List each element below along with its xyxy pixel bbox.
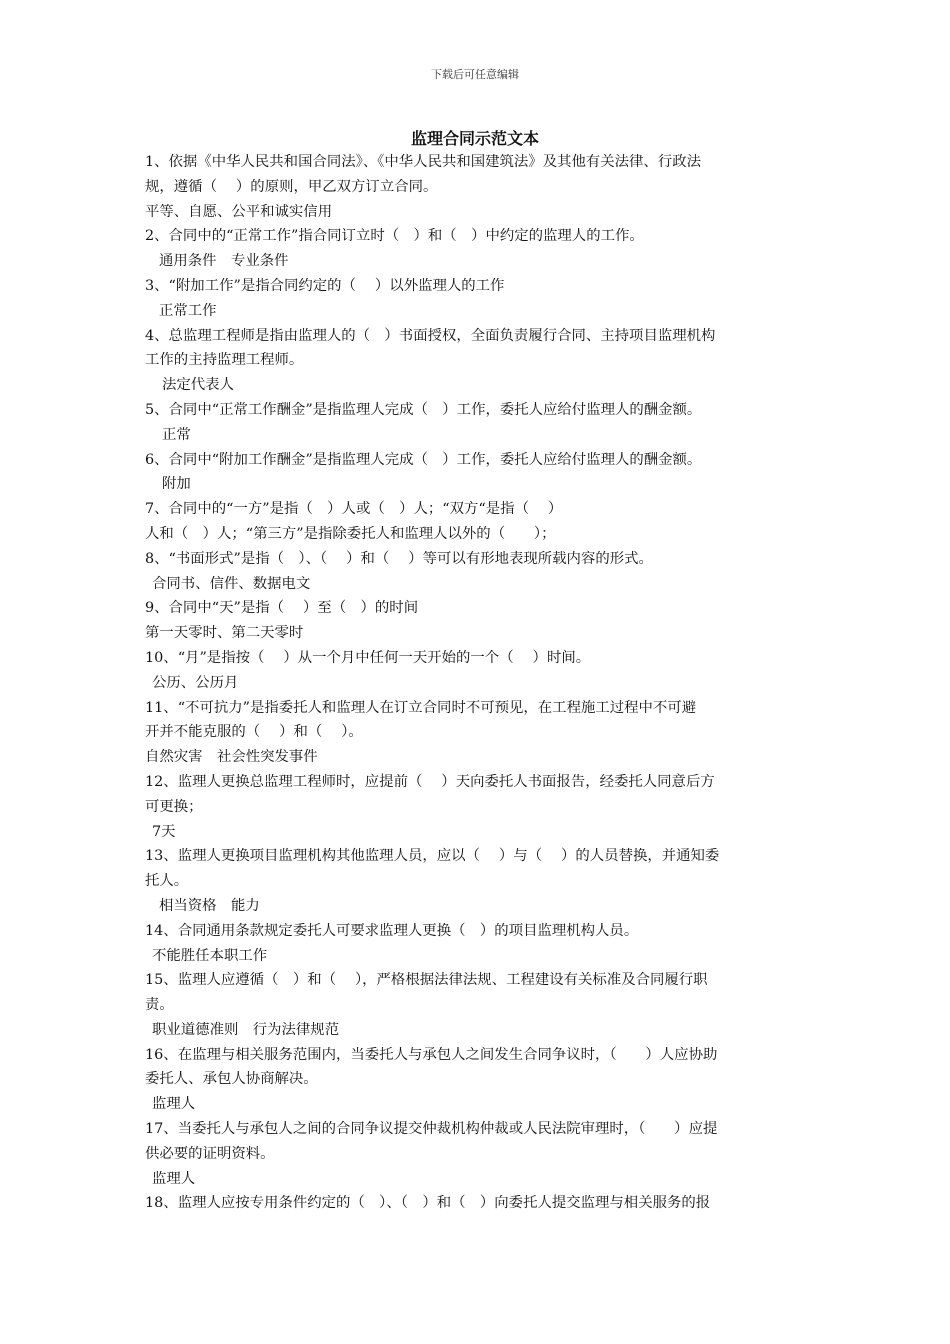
question-line: 开并不能克服的（ ）和（ ）。 (145, 724, 363, 741)
question-line: 9、合同中“天”是指（ ）至（ ）的时间 (145, 600, 419, 617)
answer-line: 附加 (162, 476, 191, 493)
question-line: 工作的主持监理工程师。 (145, 352, 304, 369)
answer-line: 相当资格 能力 (159, 897, 260, 914)
question-line: 3、“附加工作”是指合同约定的（ ）以外监理人的工作 (145, 277, 505, 294)
question-line: 16、在监理与相关服务范围内，当委托人与承包人之间发生合同争议时，（ ）人应协助 (145, 1046, 718, 1063)
header-note: 下载后可任意编辑 (431, 68, 519, 81)
question-line: 15、监理人应遵循（ ）和（ ），严格根据法律法规、工程建设有关标准及合同履行职 (145, 972, 708, 989)
answer-line: 第一天零时、第二天零时 (145, 625, 304, 642)
question-line: 11、“不可抗力”是指委托人和监理人在订立合同时不可预见，在工程施工过程中不可避 (145, 699, 697, 716)
question-line: 5、合同中“正常工作酬金”是指监理人完成（ ）工作，委托人应给付监理人的酬金额。 (145, 401, 702, 418)
question-line: 4、总监理工程师是指由监理人的（ ）书面授权，全面负责履行合同、主持项目监理机构 (145, 327, 716, 344)
question-line: 人和（ ）人；“第三方”是指除委托人和监理人以外的（ ）； (145, 525, 556, 542)
question-line: 可更换； (145, 798, 203, 815)
answer-line: 公历、公历月 (152, 674, 239, 691)
document-body (145, 150, 810, 1216)
question-line: 委托人、承包人协商解决。 (145, 1071, 318, 1088)
answer-line: 平等、自愿、公平和诚实信用 (145, 203, 333, 220)
document-title: 监理合同示范文本 (410, 129, 539, 148)
question-line: 托人。 (145, 873, 189, 890)
question-line: 规，遵循（ ）的原则，甲乙双方订立合同。 (145, 178, 438, 195)
answer-line: 自然灾害 社会性突发事件 (145, 749, 318, 766)
answer-line: 法定代表人 (162, 377, 234, 394)
question-line: 责。 (145, 997, 174, 1014)
answer-line: 监理人 (152, 1170, 196, 1187)
question-line: 2、合同中的“正常工作”指合同订立时（ ）和（ ）中约定的监理人的工作。 (145, 228, 644, 245)
answer-line: 正常 (162, 426, 191, 443)
question-line: 14、合同通用条款规定委托人可要求监理人更换（ ）的项目监理机构人员。 (145, 922, 639, 939)
question-line: 1、依据《中华人民共和国合同法》、《中华人民共和国建筑法》及其他有关法律、行政法 (145, 154, 701, 170)
question-line: 12、监理人更换总监理工程师时，应提前（ ）天向委托人书面报告，经委托人同意后方 (145, 773, 715, 790)
question-line: 18、监理人应按专用条件约定的（ ）、（ ）和（ ）向委托人提交监理与相关服务的报 (145, 1195, 711, 1212)
answer-line: 7天 (152, 823, 176, 840)
question-line: 17、当委托人与承包人之间的合同争议提交仲裁机构仲裁或人民法院审理时，（ ）应提 (145, 1121, 718, 1138)
answer-line: 合同书、信件、数据电文 (152, 575, 311, 592)
question-line: 10、“月”是指按（ ）从一个月中任何一天开始的一个（ ）时间。 (145, 649, 591, 666)
question-line: 6、合同中“附加工作酬金”是指监理人完成（ ）工作，委托人应给付监理人的酬金额。 (145, 451, 702, 468)
answer-line: 通用条件 专业条件 (159, 253, 289, 270)
question-line: 7、合同中的“一方”是指（ ）人或（ ）人；“双方“是指（ ） (145, 501, 563, 518)
question-line: 供必要的证明资料。 (145, 1145, 275, 1162)
question-line: 8、“书面形式”是指（ ）、（ ）和（ ）等可以有形地表现所载内容的形式。 (145, 550, 653, 567)
answer-line: 正常工作 (159, 302, 217, 319)
question-line: 13、监理人更换项目监理机构其他监理人员，应以（ ）与（ ）的人员替换，并通知委 (145, 848, 720, 865)
answer-line: 监理人 (152, 1096, 196, 1113)
answer-line: 职业道德准则 行为法律规范 (152, 1021, 340, 1038)
answer-line: 不能胜任本职工作 (152, 947, 268, 964)
